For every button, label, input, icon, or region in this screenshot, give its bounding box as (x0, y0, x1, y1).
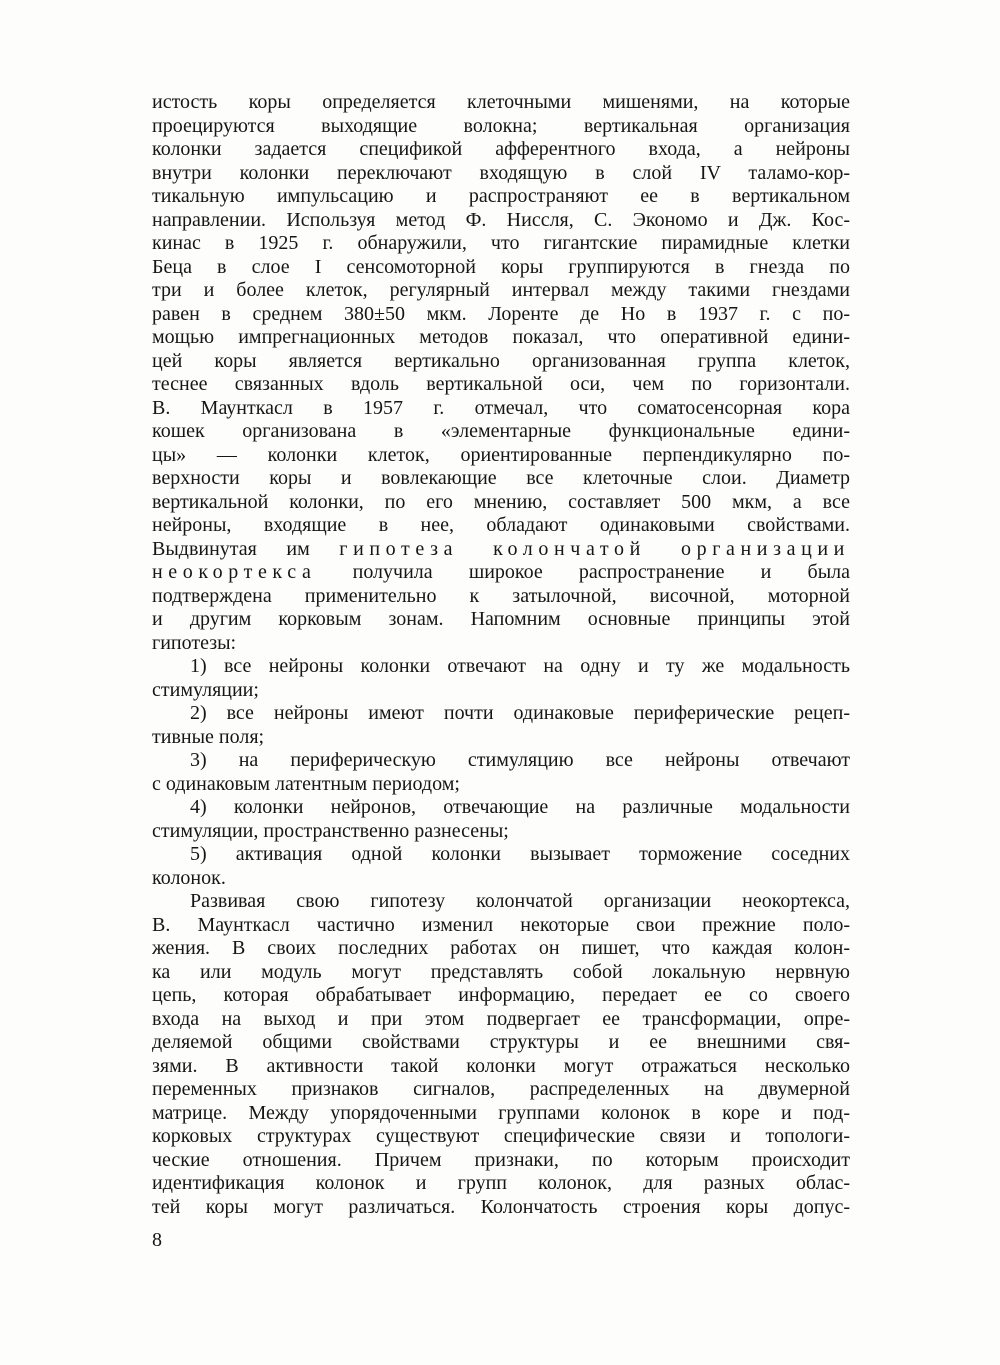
text-line: колонки задается спецификой афферентного входа, а нейроны (152, 138, 850, 160)
text-line: В. Маунткасл в 1957 г. отмечал, что соматосенсорная кора (152, 396, 850, 419)
text-segment: получила широкое распространение и была (316, 561, 850, 583)
text-line: 4) колонки нейронов, отвечающие на различные модальности (190, 796, 850, 818)
text-line: подтверждена применительно к затылочной, височной, моторной (152, 584, 850, 607)
text-line: нейроны, входящие в нее, обладают одинаковыми свойствами. (152, 514, 850, 536)
list-item (152, 796, 850, 843)
list-item (152, 702, 850, 749)
text-line: мощью импрегнационных методов показал, что оперативной едини- (152, 326, 850, 348)
text-line: 1) все нейроны колонки отвечают на одну и ту же модальность (190, 655, 850, 677)
text-line: теснее связанных вдоль вертикальной оси, чем по горизонтали. (152, 373, 850, 395)
text-line: проецируются выходящие волокна; вертикальная организация (152, 114, 850, 137)
text-line: гипотезы: (152, 631, 237, 654)
text-line: переменных признаков сигналов, распределенных на двумерной (152, 1078, 850, 1100)
spaced-emphasis: гипотеза колончатой организации (339, 537, 850, 560)
text-line: направлении. Используя метод Ф. Ниссля, С. Экономо и Дж. Кос- (152, 208, 850, 231)
text-line: стимуляции; (152, 678, 259, 701)
text-line: входа на выход и при этом подвергает ее трансформации, опре- (152, 1007, 850, 1030)
text-line: кошек организована в «элементарные функциональные едини- (152, 420, 850, 442)
text-line: кинас в 1925 г. обнаружили, что гигантские пирамидные клетки (152, 232, 850, 254)
text-line: ческие отношения. Причем признаки, по которым происходит (152, 1148, 850, 1171)
text-line: истость коры определяется клеточными мишенями, на которые (152, 91, 850, 113)
text-line: 5) активация одной колонки вызывает торможение соседних (190, 843, 850, 865)
text-line: Развивая свою гипотезу колончатой организации неокортекса, (190, 890, 850, 912)
spaced-emphasis: неокортекса (152, 561, 317, 583)
text-line: Беца в слое I сенсомоторной коры группируются в гнезда по (152, 255, 850, 278)
text-line: цы» — колонки клеток, ориентированные перпендикулярно по- (152, 443, 850, 466)
list-item (152, 749, 850, 796)
text-line: равен в среднем 380±50 мкм. Лоренте де Но в 1937 г. с по- (152, 302, 850, 325)
text-line: колонок. (152, 866, 226, 889)
list-item (152, 655, 850, 702)
text-line: и другим корковым зонам. Напомним основные принципы этой (152, 608, 850, 630)
text-line (152, 538, 850, 562)
text-line: верхности коры и вовлекающие все клеточные слои. Диаметр (152, 467, 850, 489)
text-line: деляемой общими свойствами структуры и ее внешними свя- (152, 1031, 850, 1053)
text-line: цей коры является вертикально организованная группа клеток, (152, 349, 850, 372)
text-line: 3) на периферическую стимуляцию все нейроны отвечают (190, 749, 850, 771)
principles-list (152, 655, 850, 890)
text-line: матрице. Между упорядоченными группами колонок в коре и под- (152, 1101, 850, 1124)
text-line: идентификация колонок и групп колонок, для разных облас- (152, 1172, 850, 1194)
text-line: стимуляции, пространственно разнесены; (152, 819, 509, 842)
text-line: ка или модуль могут представлять собой локальную нервную (152, 960, 850, 983)
text-line: корковых структурах существуют специфические связи и топологи- (152, 1125, 850, 1147)
paragraph-continued (152, 91, 850, 655)
text-segment: Выдвинутая им (152, 537, 340, 560)
page-number: 8 (152, 1229, 162, 1251)
text-line: цепь, которая обрабатывает информацию, передает ее со своего (152, 984, 850, 1006)
text-line: 2) все нейроны имеют почти одинаковые периферические рецеп- (190, 702, 850, 724)
text-line: тикальную импульсацию и распространяют ее в вертикальном (152, 185, 850, 207)
page-text (152, 91, 850, 1219)
text-line: внутри колонки переключают входящую в слой IV таламо-кор- (152, 161, 850, 184)
text-line: тей коры могут различаться. Колончатость строения коры допус- (152, 1195, 850, 1218)
text-line: В. Маунткасл частично изменил некоторые свои прежние поло- (152, 913, 850, 936)
text-line: тивные поля; (152, 725, 265, 748)
paragraph (152, 890, 850, 1219)
text-line: вертикальной колонки, по его мнению, составляет 500 мкм, а все (152, 490, 850, 513)
text-line: зями. В активности такой колонки могут отражаться несколько (152, 1054, 850, 1077)
text-line: три и более клеток, регулярный интервал между такими гнездами (152, 279, 850, 301)
list-item (152, 843, 850, 890)
text-line (152, 561, 850, 585)
text-line: с одинаковым латентным периодом; (152, 772, 460, 795)
text-line: жения. В своих последних работах он пишет, что каждая колон- (152, 937, 850, 959)
